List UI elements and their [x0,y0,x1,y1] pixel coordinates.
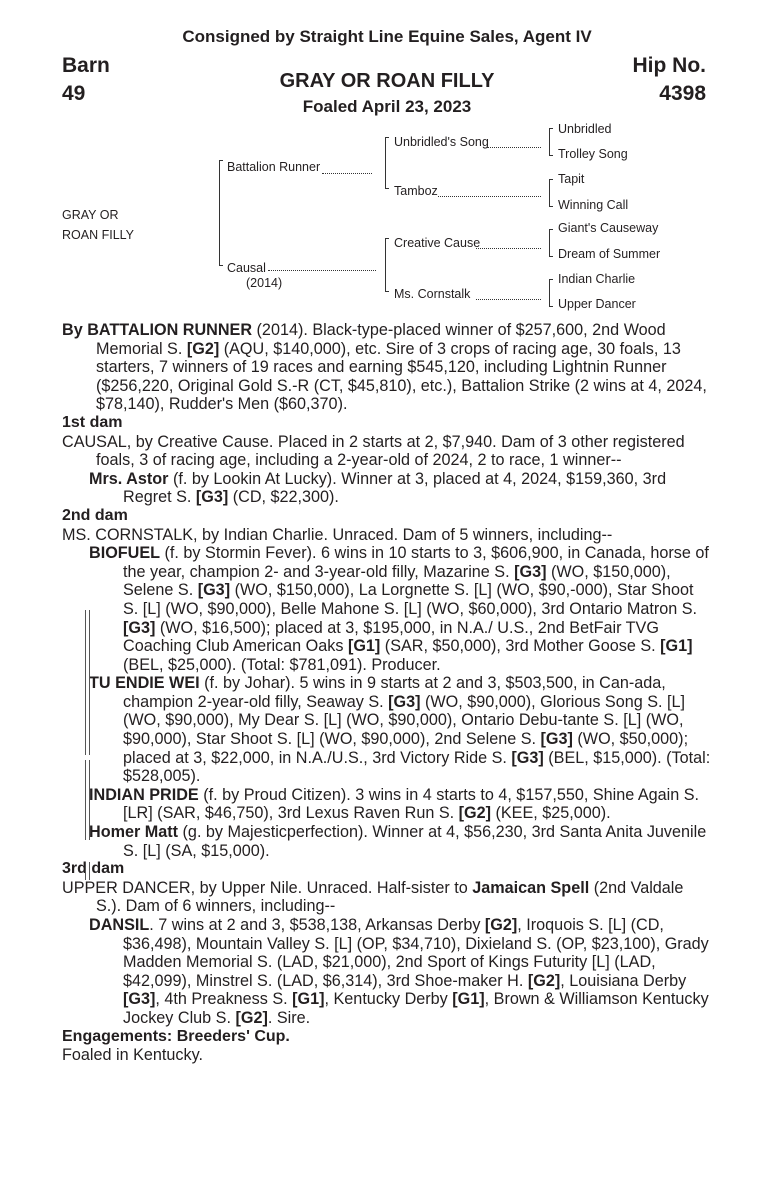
foal-name: INDIAN PRIDE [89,785,199,804]
text: (WO, $90,000), Glorious Song S. [L] (WO, $90,000), My Dear S. [L] (WO, $90,000), Ontario Debu-tante S. [L] (WO, $90,000), Star Shoot S. [L] (WO, $90,000), 2nd Selene S. [123,692,686,749]
pedigree-sire-dam: Tamboz [394,184,438,198]
text: (KEE, $25,000). [491,804,611,823]
first-dam-foal [62,470,712,507]
pedigree-leader [438,196,541,197]
pedigree-tick [385,238,389,239]
pedigree-bracket-gen3 [549,179,550,207]
pedigree-g3-5: Giant's Causeway [558,221,659,235]
pedigree-tick [549,155,553,156]
pedigree-g3-2: Trolley Song [558,147,628,161]
grade: [G1] [347,637,381,656]
text: (f. by Lookin At Lucky). Winner at 3, placed at 4, 2024, $159,360, 3rd Regret S. [123,469,667,507]
foal-name: Homer Matt [89,823,179,842]
pedigree-dam: Causal [227,261,266,275]
pedigree-dam-dam: Ms. Cornstalk [394,287,471,301]
pedigree-bracket-gen3 [549,279,550,307]
horse-name: Jamaican Spell [472,878,590,897]
text: UPPER DANCER, by Upper Nile. Unraced. Half-sister to [62,878,473,897]
pedigree-bracket-gen2 [385,137,386,189]
second-dam-heading: 2nd dam [62,506,128,524]
second-dam-paragraph: MS. CORNSTALK, by Indian Charlie. Unraced. Dam of 5 winners, including-- [62,525,613,544]
grade: [G3] [123,618,156,637]
pedigree-subject-line2: ROAN FILLY [62,228,135,242]
pedigree-leader [322,173,372,174]
text: (BEL, $15,000). (Total: $528,005). [123,748,711,786]
pedigree-g3-4: Winning Call [558,198,629,212]
first-dam-heading: 1st dam [62,413,123,431]
pedigree-subject-line1: GRAY OR [62,208,119,222]
pedigree-g3-3: Tapit [558,172,585,186]
homer-matt-entry [62,823,712,860]
grade: [G2] [458,804,491,823]
grade: [G3] [511,748,544,767]
text: (f. by Stormin Fever). 6 wins in 10 starts to 3, $606,900, in Canada, horse of the year, champion 2- and 3-year-old filly, Mazarine S. [123,544,709,581]
pedigree-leader [476,248,541,249]
text: (WO, $50,000); placed at 3, $22,000, in N.A./U.S., 3rd Victory Ride S. [123,730,689,767]
producer-bar [85,610,90,755]
text: , Brown & Williamson Kentucky Jockey Club S. [123,990,709,1027]
pedigree-tick [549,179,553,180]
biofuel-entry [62,544,712,674]
pedigree-sire-sire: Unbridled's Song [394,135,489,149]
foal-name: DANSIL [89,916,150,934]
hip-number: 4398 [659,82,706,105]
pedigree-tick [549,279,553,280]
text: (WO, $150,000), La Lorgnette S. [L] (WO, $90,-000), Star Shoot S. [L] (WO, $90,000), Belle Mahone S. [L] (WO, $60,000), 3rd Ontario Matron S. [123,581,698,618]
text: (SAR, $50,000), 3rd Mother Goose S. [380,637,661,656]
pedigree-g3-7: Indian Charlie [558,272,636,286]
text: (2nd Valdale S.). Dam of 6 winners, including-- [96,878,684,916]
text: (2014). Black-type-placed winner of $257,600, 2nd Wood Memorial S. [96,321,666,358]
text: . Sire. [267,1008,311,1027]
text: (CD, $22,300). [228,488,339,507]
text: , Iroquois S. [L] (CD, $36,498), Mountain Valley S. [L] (OP, $34,710), Dixieland S. (OP, $23,100), Grady Madden Memorial S. (LAD, $21,000), 2nd Sport of Kings Futurity [L] (LAD, $42,099), Minstrel S. (LAD, $6,314), 3rd Shoe-maker H. [123,916,709,990]
grade: [G3] [197,581,231,600]
indian-pride-entry [62,786,712,823]
horse-title: GRAY OR ROAN FILLY [279,70,495,92]
pedigree-leader [476,299,541,300]
grade: [G1] [452,990,485,1009]
tu-endie-wei-entry [62,674,712,786]
pedigree-dam-sire: Creative Cause [394,236,481,250]
pedigree-bracket-gen3 [549,128,550,156]
text: (f. by Johar). 5 wins in 9 starts at 2 and 3, $503,500, in Can-ada, champion 2-year-old filly, Seaway S. [123,674,666,711]
pedigree-tick [549,229,553,230]
grade: [G1] [660,637,693,656]
grade: [G2] [484,916,518,934]
dansil-entry [62,916,712,1028]
pedigree-tick [385,291,389,292]
text: (g. by Majesticperfection). Winner at 4, $56,230, 3rd Santa Anita Juvenile S. [L] (SA, $15,000). [123,823,707,860]
pedigree-dam-year: (2014) [246,276,283,290]
pedigree-leader [268,270,376,271]
pedigree-g3-1: Unbridled [558,122,612,136]
pedigree-g3-8: Upper Dancer [558,297,636,311]
pedigree-bracket-gen2 [385,238,386,292]
pedigree-tick [219,160,223,161]
grade: [G2] [527,971,561,990]
text: (AQU, $140,000), etc. Sire of 3 crops of racing age, 30 foals, 13 starters, 7 winners of 19 races and earning $545,120, including Lightnin Runner ($256,220, Original Gold S.-R (CT, $45,810), etc.), Battalion Strike (2 wins at 4, 2024, $78,140), Rudder's Men ($60,370). [96,339,707,414]
foal-name: Mrs. Astor [89,469,169,488]
pedigree-tick [219,265,223,266]
text: (f. by Proud Citizen). 3 wins in 4 starts to 4, $157,550, Shine Again S. [LR] (SAR, $46,750), 3rd Lexus Raven Run S. [123,785,700,823]
engagements: Engagements: Breeders' Cup. [62,1027,290,1045]
text: , 4th Preakness S. [155,990,293,1009]
foal-name: BIOFUEL [89,544,161,563]
pedigree-sire: Battalion Runner [227,160,321,174]
foal-name: TU ENDIE WEI [89,674,200,693]
barn-label: Barn [62,54,110,77]
third-dam-heading: 3rd dam [62,860,125,878]
grade: [G1] [292,990,325,1009]
grade: [G3] [195,488,229,507]
pedigree-tick [549,306,553,307]
catalog-body [62,321,712,1065]
sire-paragraph [62,321,712,414]
pedigree-tick [385,188,389,189]
producer-bar [85,760,90,840]
first-dam-paragraph: CAUSAL, by Creative Cause. Placed in 2 starts at 2, $7,940. Dam of 3 other registered foals, 3 of racing age, including a 2-year-old of 2024, 2 to race, 1 winner-- [62,432,685,470]
text: , Louisiana Derby [560,971,687,990]
hip-label: Hip No. [632,54,706,77]
producer-bar [85,862,90,880]
sire-name: By BATTALION RUNNER [62,321,253,339]
grade: [G3] [123,990,156,1009]
pedigree-tick [549,256,553,257]
foaled-date: Foaled April 23, 2023 [302,97,472,116]
grade: [G3] [388,692,421,711]
foaled-in: Foaled in Kentucky. [62,1046,203,1065]
grade: [G3] [540,730,573,749]
consignor-line: Consigned by Straight Line Equine Sales, Agent IV [182,27,592,46]
text: . 7 wins at 2 and 3, $538,138, Arkansas Derby [149,916,485,934]
third-dam-paragraph [62,879,712,916]
pedigree-tick [549,128,553,129]
grade: [G3] [514,562,547,581]
text: (BEL, $25,000). (Total: $781,091). Producer. [123,655,441,674]
pedigree-bracket-gen3 [549,229,550,257]
pedigree-tick [385,137,389,138]
grade: [G2] [186,339,220,358]
text: (WO, $150,000), Selene S. [123,562,671,600]
barn-number: 49 [62,82,86,105]
pedigree-tick [549,206,553,207]
grade: [G2] [235,1008,268,1027]
pedigree-leader [487,147,541,148]
text: , Kentucky Derby [324,990,453,1009]
text: (WO, $16,500); placed at 3, $195,000, in N.A./ U.S., 2nd BetFair TVG Coaching Club American Oaks [123,618,659,656]
pedigree-bracket-gen1 [219,160,220,266]
pedigree-g3-6: Dream of Summer [558,247,661,261]
